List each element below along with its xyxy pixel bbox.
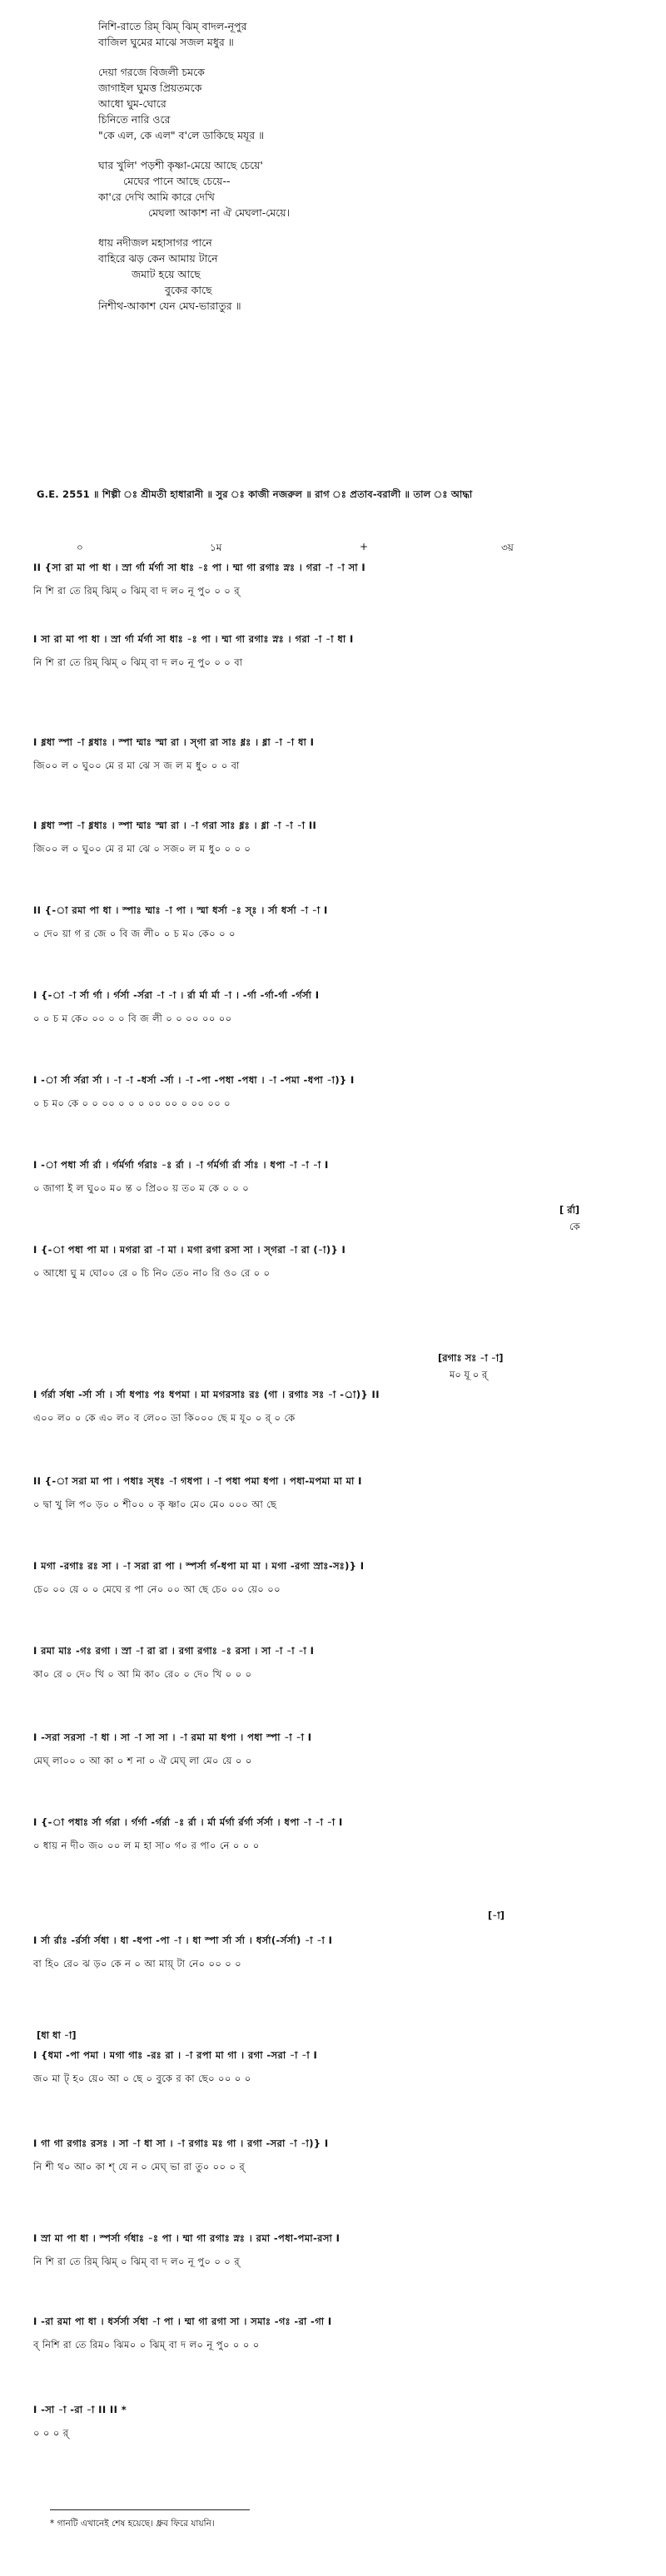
swaralipi-line: I {-া পধা পা মা । মগরা রা -া মা । মগা রগা রসা সা । স্গরা -া রা (-া)} I (33, 1244, 346, 1256)
lyric-line: নিশীথ-আকাশ যেন মেঘ-ভারাতুর ॥ (98, 300, 241, 312)
lyrics-stanza (98, 18, 631, 50)
lyric-line: বাহিরে ঝড় কেন আমায় টানে (98, 252, 218, 265)
variant-note: ম০ যূ ০ র্ (450, 1369, 488, 1380)
variant-note: [ধা ধা -া] (37, 2029, 77, 2041)
lyrics-stanza (98, 157, 631, 220)
lyric-line: জাগাইল ঘুমত্ত প্রিয়তমকে (98, 82, 202, 94)
swaralipi-line: I -সা -া -রা -া II II * (33, 2404, 127, 2415)
notation-row (33, 561, 641, 599)
swaralipi-line: I {-া -া র্সা র্গা । র্গর্সা -র্সরা -া -া । র্রা র্মা র্মা -া । -র্গা -র্গা-র্গা -র্গর্সা I (33, 989, 320, 1001)
lyrics-stanza (98, 64, 631, 143)
lyric-syllables-line: জি০০ ল ০ ঘু০০ মে র মা ঝে ০ সজ০ ল ম ধু০ ০ ০ ০ (33, 843, 251, 855)
swaralipi-line: I ধ্নধা স্পা -া ধ্নধাঃ । স্পা ম্মাঃ স্মা রা । স্গা রা সাঃ ধ্নঃ । ধ্না -া -া ধা I (33, 736, 315, 748)
lyric-syllables-line: ০ ০ ০ র্ (33, 2427, 69, 2439)
notation-row (33, 904, 641, 942)
footnote: * গানটি এখানেই শেষ হয়েছে। ধ্রুব ফিরে যায়নি। (50, 2519, 215, 2529)
lyric-syllables-line: জি০০ ল ০ ঘু০০ মে র মা ঝে স জ ল ম ধু০ ০ ০ বা (33, 760, 240, 771)
swaralipi-line: I -সরা সরসা -া ধা । সা -া সা সা । -া রমা মা ধপা । পধা স্পা -া -া I (33, 1731, 312, 1743)
swaralipi-line: I ধ্নধা স্পা -া ধ্নধাঃ । স্পা ম্মাঃ স্মা রা । -া গরা সাঃ ধ্নঃ । ধ্না -া -া -া II (33, 820, 317, 831)
lyric-syllables-line: এ০০ ল০ ০ কে এ০ ল০ ব লে০০ ডা কি০০০ ছে ম যূ০ ০ র্ ০ কে (33, 1412, 296, 1424)
lyric-syllables-line: নি শি রা তে রিম্ ঝিম্ ০ ঝিম্ বা দ ল০ নূ পু০ ০ ০ র্ (33, 585, 240, 597)
notation-row (33, 819, 641, 857)
notation-row (33, 1731, 641, 1769)
lyric-line: ঘার খুলি' পড়শী কৃষ্ণা-মেয়ে আছে চেয়ে' (98, 159, 263, 171)
lyrics-stanza (98, 235, 631, 314)
swaralipi-line: II {-া রমা পা ধা । স্পাঃ ম্মাঃ -া পা । স্মা ধর্সা -ঃ স্ঃ । র্সা ধর্সা -া -া I (33, 904, 328, 916)
lyric-syllables-line: নি শি রা তে রিম্ ঝিম্ ০ ঝিম্ বা দ ল০ নূ পু০ ০ ০ বা (33, 656, 243, 668)
notation-row (33, 2048, 641, 2087)
lyric-line: মেঘের পানে আছে চেয়ে-- (123, 175, 231, 187)
swaralipi-line: II {সা রা মা পা ধা । স্রা র্গা র্মর্গা সা ধাঃ -ঃ পা । ম্মা গা রগাঃ স্নঃ । গরা -া -া সা I (33, 562, 366, 573)
song-lyrics (98, 18, 631, 328)
notation-row (33, 2403, 641, 2441)
lyric-line: জমাট হয়ে আছে (132, 268, 201, 280)
beat-markers (0, 541, 666, 554)
lyric-line: ধায় নদীজল মহাসাগর পানে (98, 236, 212, 249)
notation-row (33, 1474, 641, 1513)
swaralipi-line: II {-া সরা মা পা । পধাঃ স্ধঃ -া গধপা । -া পধা পমা ধপা । পধা-মপমা মা মা I (33, 1475, 362, 1487)
swaralipi-line: I -রা রমা পা ধা । ধর্সর্সা র্সধা -া পা । ম্মা গা রগা সা । সমাঃ -গঃ -রা -গা I (33, 2316, 332, 2327)
variant-note: [রগাঃ সঃ -া -া] (438, 1352, 504, 1364)
lyric-syllables-line: কা০ রে ০ দে০ খি ০ আ মি কা০ রে০ ০ দে০ খি ০ ০ ০ (33, 1668, 252, 1680)
lyric-syllables-line: ০ জাগা ই ল ঘু০০ ম০ ন্ত ০ প্রি০০ য় ত০ ম কে ০ ০ ০ (33, 1182, 250, 1194)
lyric-syllables-line: ০ আধো ঘু ম ঘো০০ রে ০ চি নি০ তে০ না০ রি ও০ রে ০ ০ (33, 1267, 271, 1279)
lyric-syllables-line: ০ দ্বা খু লি প০ ড়০ ০ শী০০ ০ কৃ ষ্ণা০ মে০ মে০ ০০০ আ ছে (33, 1499, 277, 1510)
lyric-line: দেয়া গরজে বিজলী চমকে (98, 66, 205, 78)
lyric-syllables-line: নি শী থ০ আ০ কা শ্ যে ন ০ মেঘ্ ভা রা তু০ ০০ ০ র্ (33, 2161, 246, 2172)
beat-marker: ১ম (210, 542, 222, 553)
notation-row (33, 1816, 641, 1854)
variant-note: [-া] (488, 1910, 504, 1921)
lyric-line: "কে এল, কে এল" ব'লে ডাকিছে মযূর ॥ (98, 129, 265, 141)
notation-row (33, 1158, 641, 1196)
song-meta-line: G.E. 2551 ॥ শিল্পী ঃ শ্রীমতী হাধারানী ॥ সুর ঃ কাজী নজরুল ॥ রাগ ঃ প্রতাব-বরালী ॥ তাল ঃ আদ্ধা (37, 488, 473, 500)
lyric-line: বাজিল ঘুমের মাঝে সজল মধুর ॥ (98, 36, 234, 48)
notation-row (33, 2232, 641, 2270)
lyric-syllables-line: ০ দে০ য়া গ র জে ০ বি জ লী০ ০ চ ম০ কে০ ০ ০ (33, 928, 236, 939)
lyric-syllables-line: ০ ধায় ন দী০ জ০ ০০ ল ম হা সা০ গ০ র পা০ নে ০ ০ ০ (33, 1840, 260, 1851)
beat-marker: + (360, 541, 369, 552)
lyric-line: আধো ঘুম-ঘোরে (98, 97, 166, 110)
notation-row (33, 988, 641, 1027)
lyric-line: বুকের কাছে (165, 284, 212, 296)
notation-row (33, 1934, 641, 1972)
lyric-line: চিনিতে নারি ওরে (98, 113, 171, 126)
lyric-syllables-line: ০ ০ চ ম কে০ ০০ ০ ০ বি জ লী ০ ০ ০০ ০০ ০০ (33, 1013, 232, 1024)
notation-row (33, 1243, 641, 1281)
variant-note: [ র্রা] (559, 1204, 580, 1216)
swaralipi-line: I {-া পধাঃ র্সা র্গরা । র্গর্গা -র্গর্রা -ঃ র্রা । র্মা র্মর্গা র্রর্গা র্সর্সা । ধপা -া -া -া I (33, 1816, 343, 1828)
lyric-syllables-line: নি শি রা তে রিম্ ঝিম্ ০ ঝিম্ বা দ ল০ নূ পু০ ০ ০ র্ (33, 2256, 240, 2267)
swaralipi-line: I গা গা রগাঃ রসঃ । সা -া ধা সা । -া রগাঃ মঃ গা । রগা -সরা -া -া)} I (33, 2138, 329, 2149)
notation-row (33, 632, 641, 671)
lyric-syllables-line: ব্ নিশি রা তে রিম০ ঝিম০ ০ ঝিম্ বা দ ল০ নূ পু০ ০ ০ ০ (33, 2339, 260, 2351)
lyric-syllables-line: মেঘ্ লা০০ ০ আ কা ০ শ না ০ ঐ মেঘ্ লা মে০ য়ে ০ ০ (33, 1755, 252, 1766)
lyric-syllables-line: চে০ ০০ য়ে ০ ০ মেঘে র পা নে০ ০০ আ ছে চে০ ০০ য়ে০ ০০ (33, 1583, 281, 1595)
notation-row (33, 1388, 641, 1426)
lyric-syllables-line: বা হি০ রে০ ঝ ড়০ কে ন ০ আ মায়্ টা নে০ ০০ ০ ০ (33, 1958, 242, 1969)
notation-row (33, 1073, 641, 1112)
swaralipi-line: I -া পধা র্সা র্রা । র্গর্মর্গা র্গরাঃ -ঃ র্রা । -া র্গর্মর্গা র্রা র্সাঃ । ধপা -া -া -া I (33, 1159, 329, 1171)
beat-marker: ৩য় (501, 542, 514, 553)
swaralipi-line: I সা রা মা পা ধা । স্রা র্গা র্মর্গা সা ধাঃ -ঃ পা । ম্মা গা রগাঃ স্নঃ । গরা -া -া ধা I (33, 633, 354, 645)
notation-row (33, 736, 641, 774)
swaralipi-line: I মগা -রগাঃ রঃ সা । -া সরা রা পা । স্পর্সা র্গ-ধপা মা মা । মগা -রগা স্রাঃ-সঃ)} I (33, 1560, 365, 1572)
swaralipi-line: I রমা মাঃ -গঃ রগা । স্রা -া রা রা । রগা রগাঃ -ঃ রসা । সা -া -া -া I (33, 1645, 315, 1657)
swaralipi-line: I স্রা মা পা ধা । স্পর্সা র্গধাঃ -ঃ পা । ম্মা গা রগাঃ স্নঃ । রমা -পধা-পমা-রসা I (33, 2232, 340, 2244)
lyric-syllables-line: ০ চ ম০ কে ০ ০ ০০ ০ ০ ০ ০০ ০০ ০ ০০ ০০ ০ (33, 1097, 231, 1109)
swaralipi-line: I র্সা র্রাঃ -র্রর্সা র্সধা । ধা -ধপা -পা -া । ধা স্পা র্সা র্সা । ধর্সা(-র্সর্সা) -া -া I (33, 1934, 333, 1946)
lyric-line: মেঘলা আকাশ না ঐ মেঘলা-মেয়ে। (148, 206, 291, 219)
notation-row (33, 1559, 641, 1598)
swaralipi-line: I র্গর্রা র্সধা -র্সা র্সা । র্সা ধপাঃ পঃ ধপমা । মা মগরসাঃ রঃ (গা । রগাঃ সঃ -া -র্া)} II (33, 1389, 380, 1400)
beat-marker: ০ (77, 542, 83, 553)
variant-note: কে (569, 1221, 580, 1232)
lyric-line: নিশি-রাতে রিম্ ঝিম্ ঝিম্ বাদল-নূপুর (98, 20, 247, 32)
notation-row (33, 1644, 641, 1682)
notation-row (33, 2137, 641, 2175)
lyric-line: কা'রে দেখি আমি কারে দেখি (98, 191, 215, 203)
lyric-syllables-line: জ০ মা ট্ হ০ য়ে০ আ ০ ছে ০ বুকে র কা ছে০ ০০ ০ ০ (33, 2073, 251, 2084)
swaralipi-line: I -া র্সা র্সরা র্সা । -া -া -ধর্সা -র্সা । -া -পা -পধা -পধা । -া -পমা -ধপা -া)} I (33, 1074, 355, 1086)
notation-row (33, 2315, 641, 2353)
swaralipi-line: I {ধমা -পা পমা । মগা গাঃ -রঃ রা । -া রপা মা গা । রগা -সরা -া -া I (33, 2049, 318, 2061)
footnote-divider (50, 2509, 250, 2510)
